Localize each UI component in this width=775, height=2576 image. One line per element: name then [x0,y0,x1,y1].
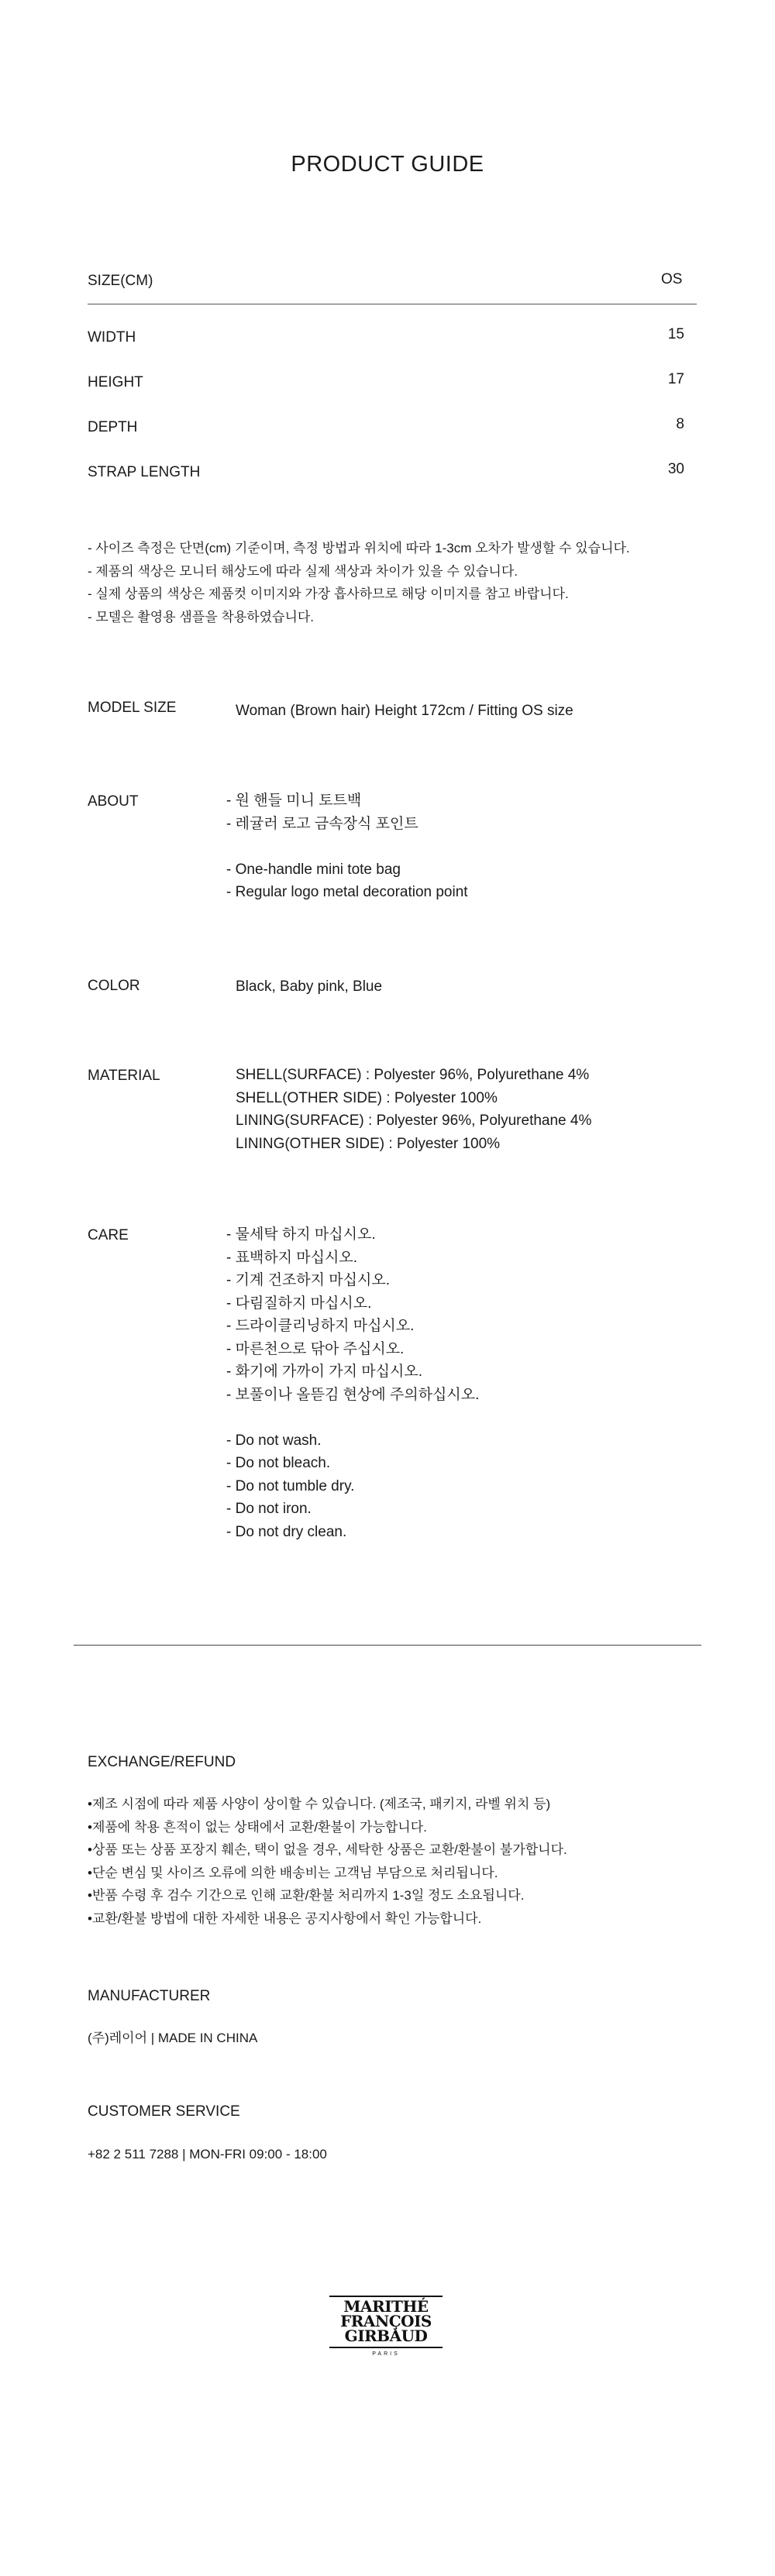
color-label: COLOR [88,978,140,994]
care-line: - 표백하지 마십시오. [226,1249,357,1266]
material-label: MATERIAL [88,1068,160,1084]
material-line: LINING(SURFACE) : Polyester 96%, Polyurethane 4% [236,1113,592,1129]
care-text [226,1223,479,1543]
customer-service-label: CUSTOMER SERVICE [88,2103,240,2120]
logo-sub: PARIS [372,2351,400,2357]
care-label: CARE [88,1227,129,1243]
about-line: - 레귤러 로고 금속장식 포인트 [226,815,418,832]
about-line: - 원 핸들 미니 토트백 [226,793,362,809]
material-line: LINING(OTHER SIDE) : Polyester 100% [236,1135,501,1152]
size-notes [88,537,630,628]
exchange-line: •상품 또는 상품 포장지 훼손, 택이 없을 경우, 세탁한 상품은 교환/환불이 불가합니다. [88,1842,567,1857]
size-row-label: HEIGHT [88,374,143,390]
care-line: - 물세탁 하지 마십시오. [226,1226,376,1243]
size-row-value: 15 [667,326,684,342]
logo-line: FRANÇOIS [340,2312,432,2330]
note-line: - 사이즈 측정은 단면(cm) 기준이며, 측정 방법과 위치에 따라 1-3cm 오차가 발생할 수 있습니다. [88,541,630,555]
model-size-label: MODEL SIZE [88,700,177,716]
page-title: PRODUCT GUIDE [291,152,484,177]
care-line: - Do not tumble dry. [226,1477,355,1494]
size-row-value: 17 [667,371,684,387]
care-line: - 보풀이나 올뜯김 현상에 주의하십시오. [226,1386,480,1403]
logo-line: MARITHÉ [343,2297,429,2316]
material-text [236,1064,591,1155]
about-line: - One-handle mini tote bag [226,861,401,878]
logo-line: GIRBAUD [344,2327,428,2345]
care-line: - Do not wash. [226,1432,322,1449]
care-line: - 드라이클리닝하지 마십시오. [226,1318,415,1334]
about-line: - Regular logo metal decoration point [226,884,468,900]
care-line: - Do not iron. [226,1501,312,1517]
size-row-value: 8 [676,416,684,432]
brand-logo [329,2296,443,2357]
manufacturer-text: (주)레이어 | MADE IN CHINA [88,2031,258,2045]
care-line: - 기계 건조하지 마십시오. [226,1272,390,1288]
exchange-line: •반품 수령 후 검수 기간으로 인해 교환/환불 처리까지 1-3일 정도 소요됩니다. [88,1888,525,1903]
exchange-line: •제품에 착용 흔적이 없는 상태에서 교환/환불이 가능합니다. [88,1819,427,1835]
care-line: - 화기에 가까이 가지 마십시오. [226,1364,422,1380]
care-line: - Do not bleach. [226,1455,331,1471]
customer-service-text: +82 2 511 7288 | MON-FRI 09:00 - 18:00 [88,2147,327,2162]
size-row-label: DEPTH [88,419,138,435]
exchange-text [88,1793,567,1930]
size-row-label: WIDTH [88,329,136,346]
about-label: ABOUT [88,793,139,810]
size-row-label: STRAP LENGTH [88,464,201,480]
note-line: - 모델은 촬영용 샘플을 착용하였습니다. [88,609,315,624]
material-line: SHELL(SURFACE) : Polyester 96%, Polyurethane 4% [236,1067,590,1083]
material-line: SHELL(OTHER SIDE) : Polyester 100% [236,1089,498,1106]
exchange-line: •단순 변심 및 사이즈 오류에 의한 배송비는 고객님 부담으로 처리됩니다. [88,1865,498,1880]
care-line: - 마른천으로 닦아 주십시오. [226,1340,405,1357]
size-row-value: 30 [667,461,684,477]
size-header-label: SIZE(CM) [88,273,153,289]
model-size-text: Woman (Brown hair) Height 172cm / Fitting OS size [236,703,574,719]
exchange-line: •제조 시점에 따라 제품 사양이 상이할 수 있습니다. (제조국, 패키지, 라벨 위치 등) [88,1797,551,1811]
manufacturer-label: MANUFACTURER [88,1988,211,2004]
care-line: - Do not dry clean. [226,1523,347,1540]
exchange-line: •교환/환불 방법에 대한 자세한 내용은 공지사항에서 확인 가능합니다. [88,1911,482,1926]
care-line: - 다림질하지 마십시오. [226,1295,372,1312]
size-header-value: OS [661,271,683,287]
color-text: Black, Baby pink, Blue [236,978,383,995]
section-divider [74,1645,701,1646]
note-line: - 제품의 색상은 모니터 해상도에 따라 실제 색상과 차이가 있을 수 있습니다. [88,563,518,579]
about-text [226,789,468,904]
note-line: - 실제 상품의 색상은 제품컷 이미지와 가장 흡사하므로 해당 이미지를 참고 바랍니다. [88,586,569,601]
exchange-label: EXCHANGE/REFUND [88,1754,236,1770]
